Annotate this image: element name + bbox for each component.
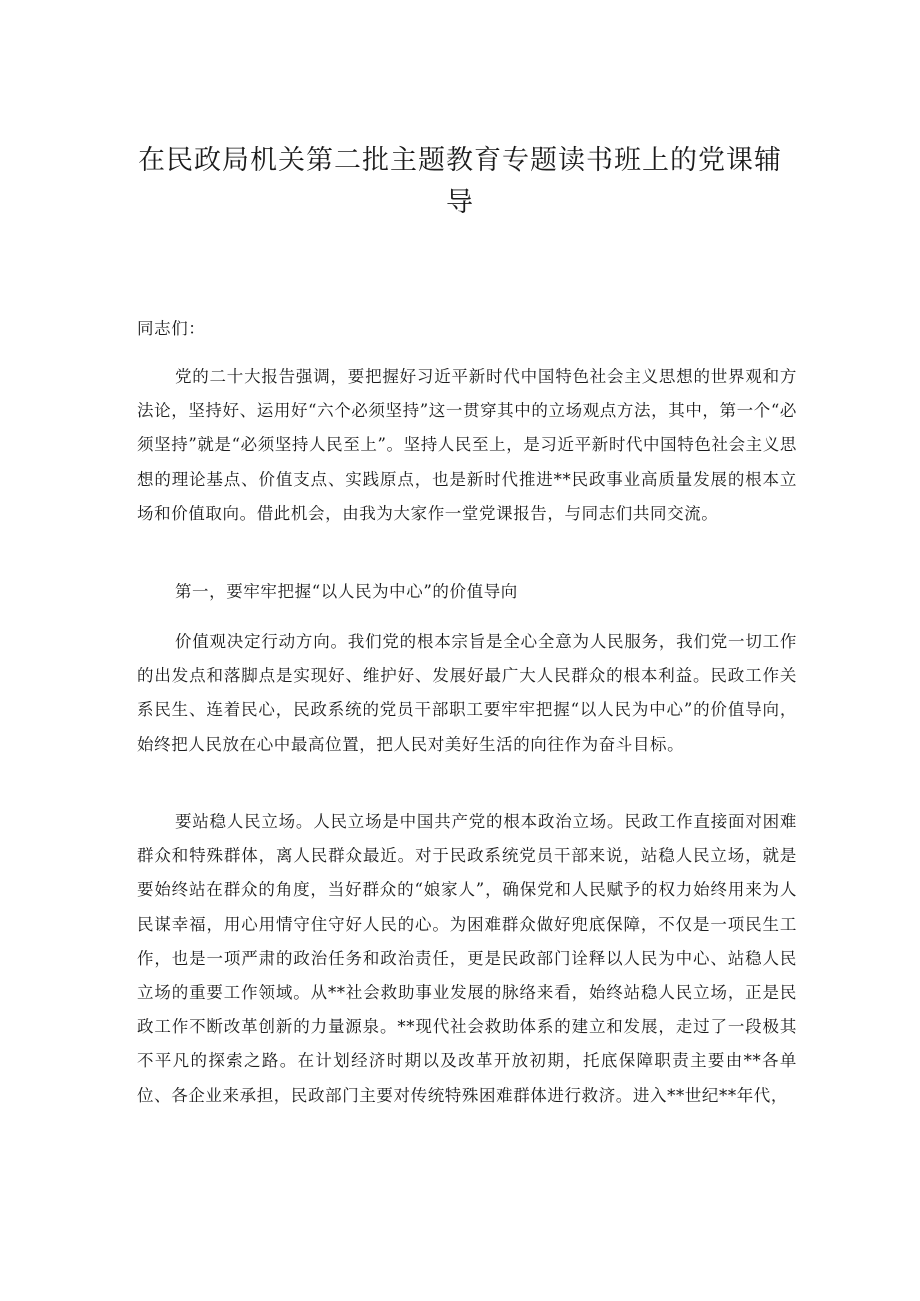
paragraph-people-stance: 要站稳人民立场。人民立场是中国共产党的根本政治立场。民政工作直接面对困难群众和特殊群体，离人民群众最近。对于民政系统党员干部来说，站稳人民立场，就是要始终站在群众的角度，当好群众的“娘家人”，确保党和人民赋予的权力始终用来为人民谋幸福，用心用情守住守好人民的心。为困难群众做好兜底保障，不仅是一项民生工作，也是一项严肃的政治任务和政治责任，更是民政部门诠释以人民为中心、站稳人民立场的重要工作领域。从**社会救助事业发展的脉络来看，始终站稳人民立场，正是民政工作不断改革创新的力量源泉。**现代社会救助体系的建立和发展，走过了一段极其不平凡的探索之路。在计划经济时期以及改革开放初期，托底保障职责主要由**各单位、各企业来承担，民政部门主要对传统特殊困难群体进行救济。进入**世纪**年代，	[137, 812, 797, 1105]
section-heading-first: 第一，要牢牢把握“以人民为中心”的价值导向	[174, 582, 518, 601]
document-title: 在民政局机关第二批主题教育专题读书班上的党课辅导	[138, 145, 782, 218]
paragraph-values: 价值观决定行动方向。我们党的根本宗旨是全心全意为人民服务，我们党一切工作的出发点和落脚点是实现好、维护好、发展好最广大人民群众的根本利益。民政工作关系民生、连着民心，民政系统的党员干部职工要牢牢把握“以人民为中心”的价值导向，始终把人民放在心中最高位置，把人民对美好生活的向往作为奋斗目标。	[137, 632, 797, 754]
paragraph-intro: 党的二十大报告强调，要把握好习近平新时代中国特色社会主义思想的世界观和方法论，坚持好、运用好“六个必须坚持”这一贯穿其中的立场观点方法，其中，第一个“必须坚持”就是“必须坚持人民至上”。坚持人民至上，是习近平新时代中国特色社会主义思想的理论基点、价值支点、实践原点，也是新时代推进**民政事业高质量发展的根本立场和价值取向。借此机会，由我为大家作一堂党课报告，与同志们共同交流。	[137, 367, 797, 523]
salutation: 同志们：	[137, 319, 206, 338]
